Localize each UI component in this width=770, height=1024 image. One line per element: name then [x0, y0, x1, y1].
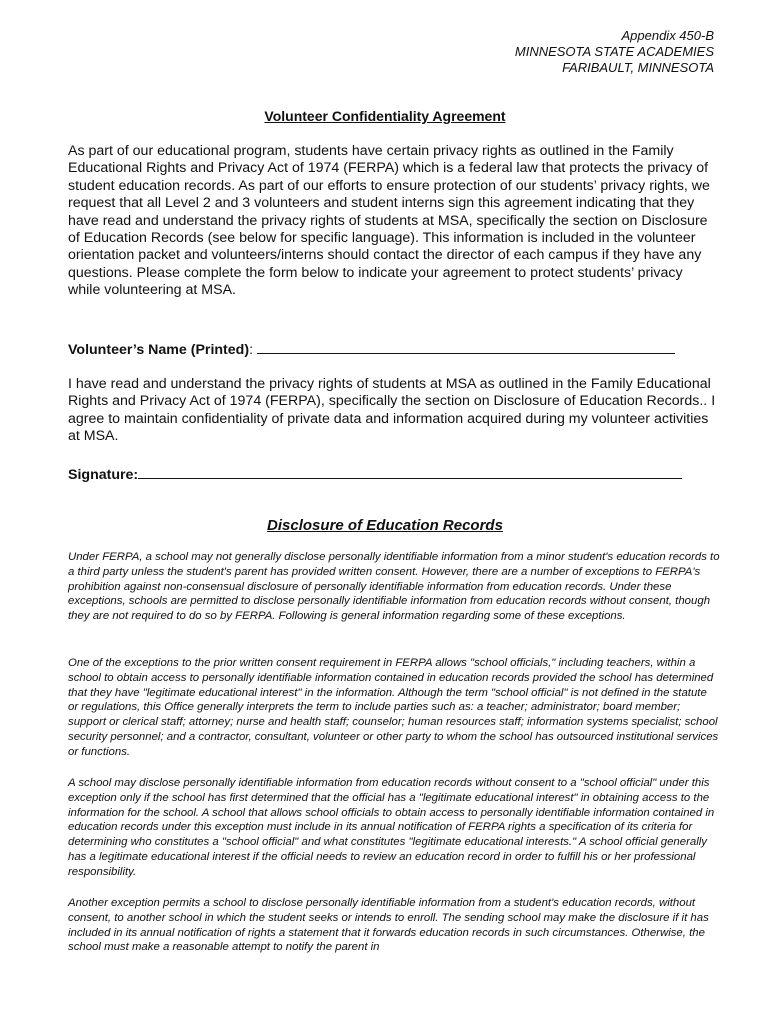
signature-label: Signature: — [68, 467, 139, 483]
disclosure-paragraph: Another exception permits a school to disclose personally identifiable information from a student's education records, without consent, to another school in which the student seeks or intends to enroll. The sending school may make the disclosure if it has included in its annual notification of rights a statement that it forwards education records in such circumstances. Otherwise, the school must make a reasonable attempt to notify the parent in — [68, 897, 709, 954]
volunteer-name-label: Volunteer’s Name (Printed) — [68, 342, 250, 358]
agreement-title: Volunteer Confidentiality Agreement — [264, 108, 506, 124]
volunteer-name-colon: : — [249, 342, 254, 358]
disclosure-paragraph: A school may disclose personally identifiable information from education records without consent to a "school official" under this exception only if the school has first determined that the official has a "legitimate educational interest" in obtaining access to the information for the school. A school that allows school officials to obtain access to personally identifiable information contained in education records under this exception must include in its annual notification of FERPA rights a specification of its criteria for determining who constitutes a "school official" and what constitutes "legitimate educational interests." A school official generally has a legitimate educational interest if the official needs to review an education record in order to fulfill his or her professional responsibility. — [68, 777, 715, 878]
acknowledgement-paragraph: I have read and understand the privacy rights of students at MSA as outlined in the Family Educational Rights and Privacy Act of 1974 (FERPA), specifically the section on Disclosure of Education Records.. I agree to maintain confidentiality of private data and information acquired during my volunteer activities at MSA. — [68, 376, 716, 445]
signature-row — [68, 466, 682, 484]
volunteer-name-field[interactable] — [257, 341, 675, 354]
agreement-intro-paragraph: As part of our educational program, students have certain privacy rights as outlined in the Family Educational Rights and Privacy Act of 1974 (FERPA) which is a federal law that protects the privacy of student education records. As part of our efforts to ensure protection of our students’ privacy rights, we request that all Level 2 and 3 volunteers and student interns sign this agreement indicating that they have read and understand the privacy rights of students at MSA, specifically the section on Disclosure of Education Records (see below for specific language). This information is included in the volunteer orientation packet and volunteers/interns should contact the director of each campus if they have any questions. Please complete the form below to indicate your agreement to protect students’ privacy while volunteering at MSA. — [68, 143, 710, 299]
signature-field[interactable] — [138, 466, 682, 479]
organization-name: MINNESOTA STATE ACADEMIES — [514, 44, 714, 59]
document-header — [515, 28, 714, 76]
volunteer-name-row — [68, 341, 675, 359]
organization-location: FARIBAULT, MINNESOTA — [562, 60, 714, 75]
disclosure-section-title: Disclosure of Education Records — [267, 517, 503, 534]
disclosure-paragraph: One of the exceptions to the prior written consent requirement in FERPA allows "school officials," including teachers, within a school to obtain access to personally identifiable information contained in education records provided the school has determined that they have "legitimate educational interest" in the information. Although the term "school official" is not defined in the statute or regulations, this Office generally interprets the term to include parties such as: a teacher; administrator; board member; support or clerical staff; attorney; nurse and health staff; counselor; human resources staff; information systems specialist; school security personnel; and a contractor, consultant, volunteer or other party to whom the school has outsourced institutional services or functions. — [68, 657, 719, 758]
disclosure-paragraph: Under FERPA, a school may not generally disclose personally identifiable information from a minor student's education records to a third party unless the student's parent has provided written consent. However, there are a number of exceptions to FERPA's prohibition against non-consensual disclosure of personally identifiable information from education records. Under these exceptions, schools are permitted to disclose personally identifiable information from education records without consent, though they are not required to do so by FERPA. Following is general information regarding some of these exceptions. — [68, 551, 720, 623]
appendix-label: Appendix 450-B — [621, 28, 714, 43]
